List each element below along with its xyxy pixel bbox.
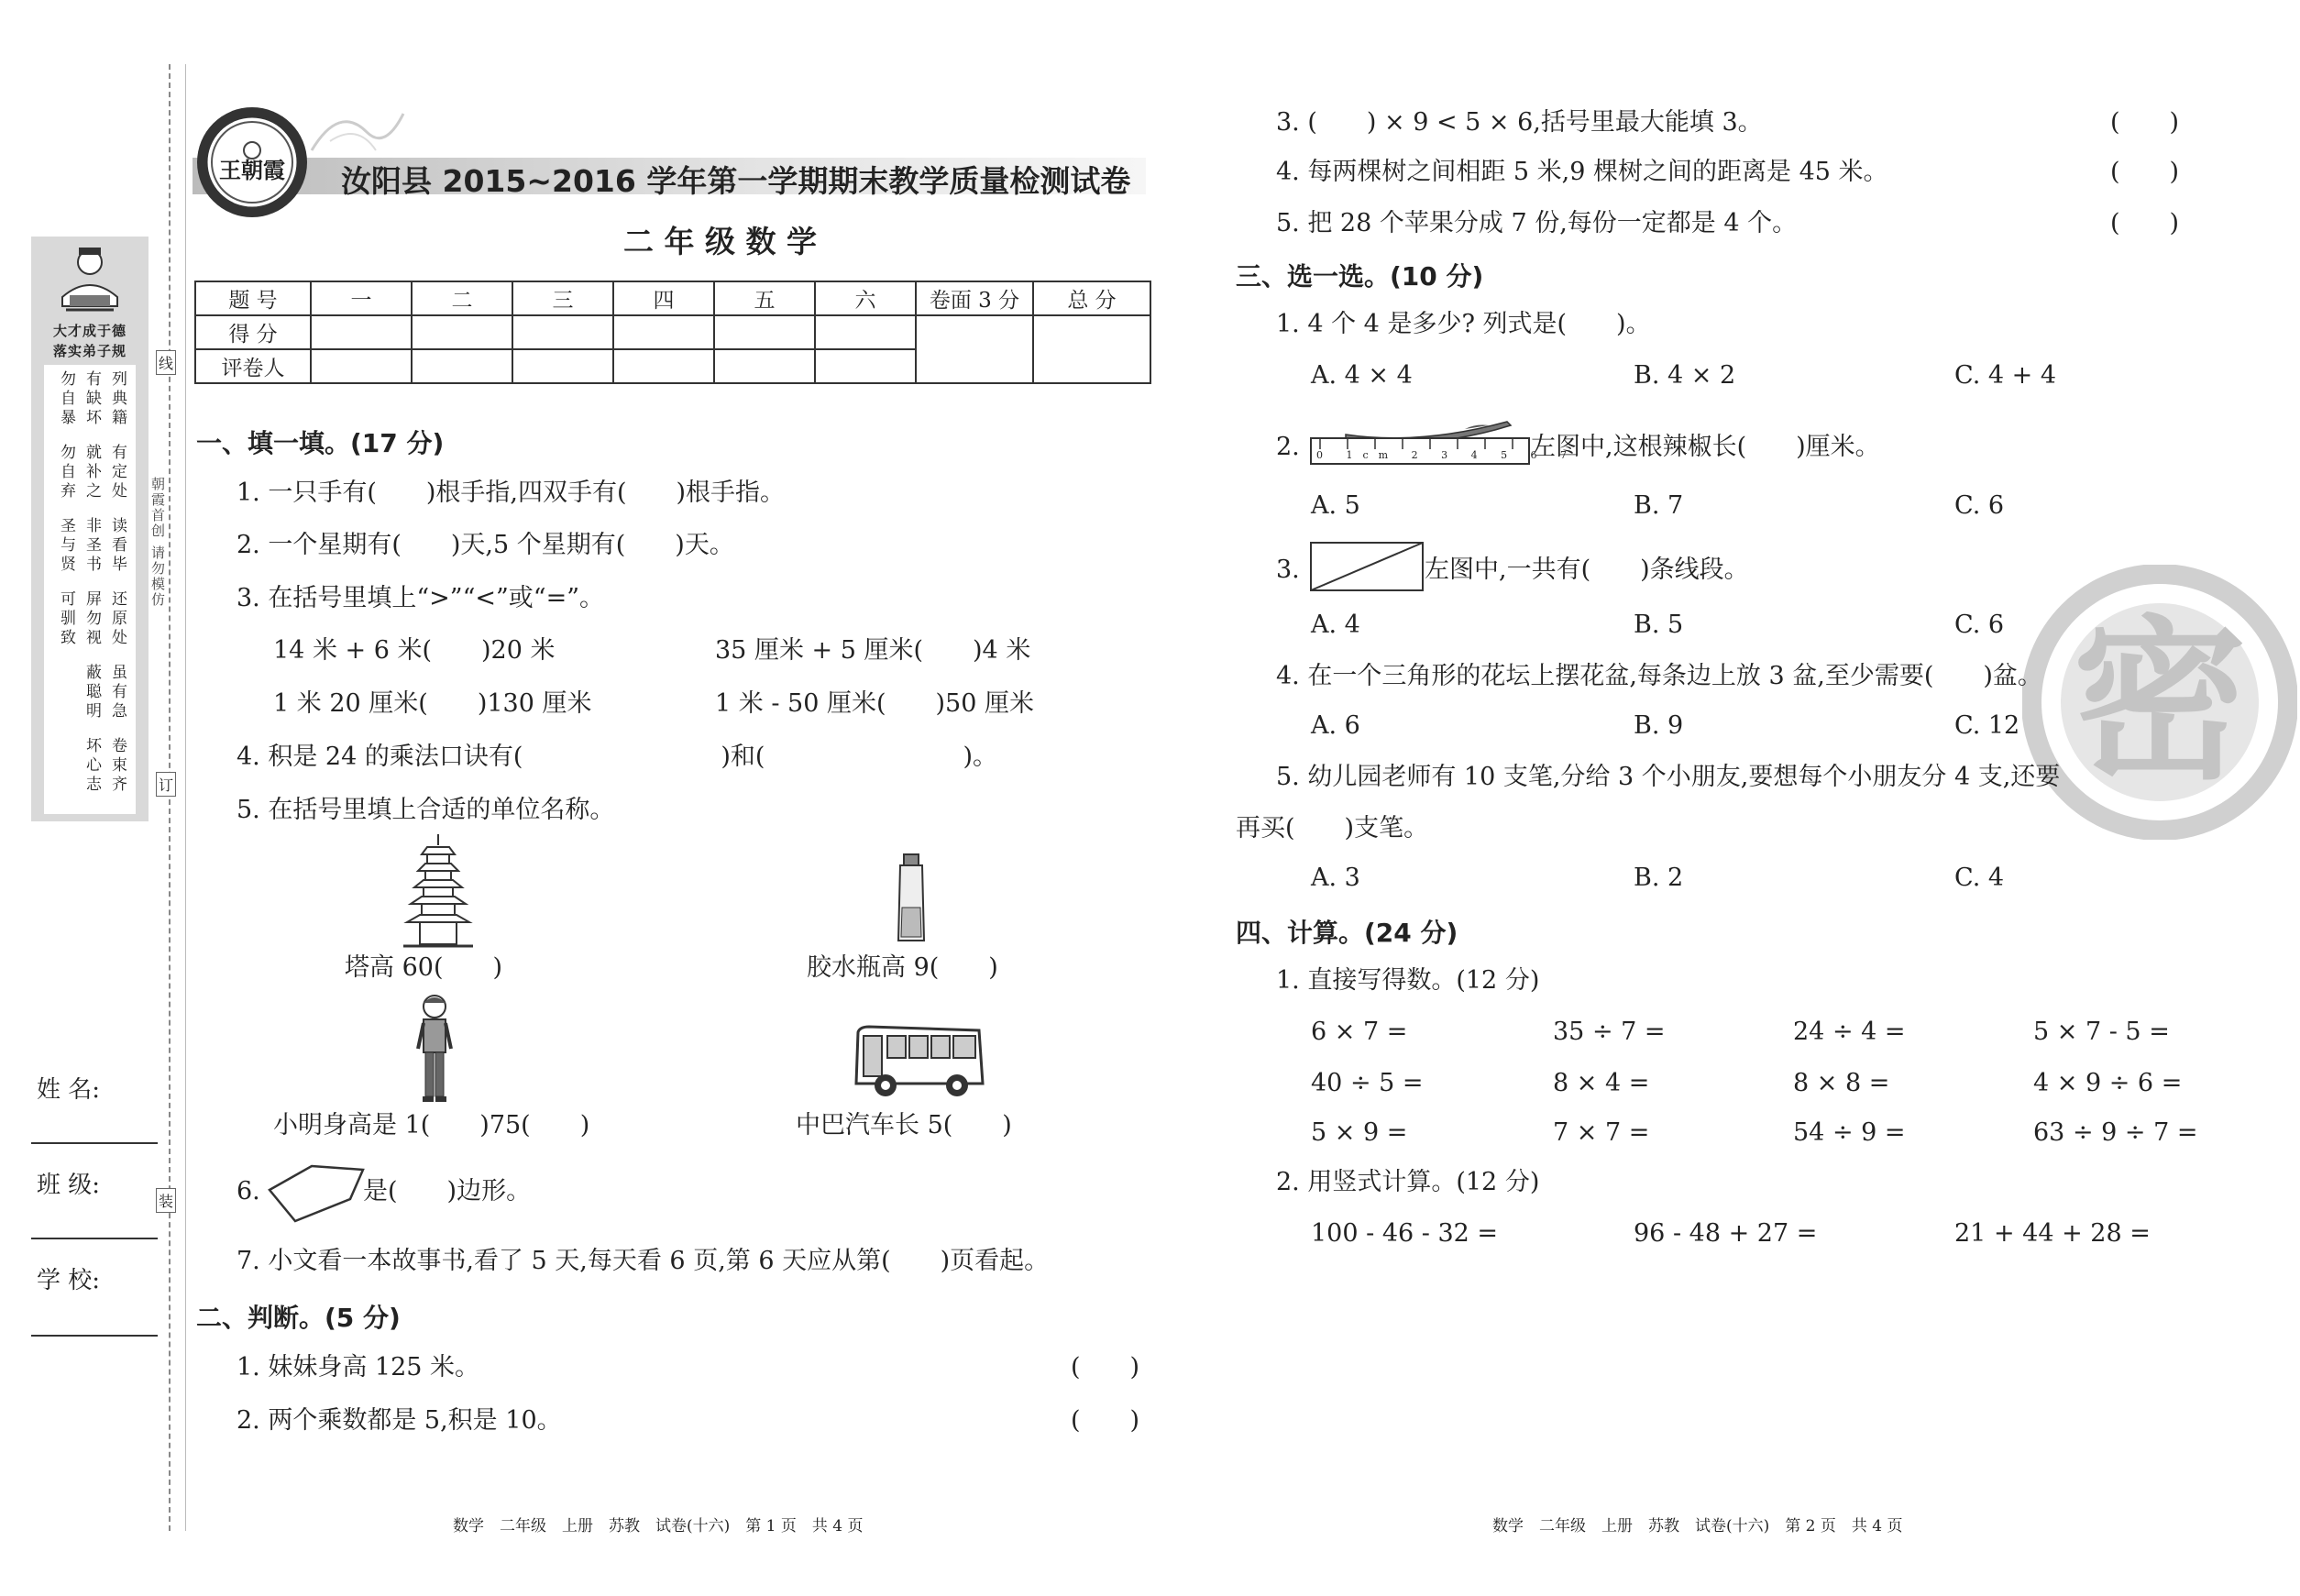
score-header-cell: 一 [311,281,412,315]
motto-col-2: 有缺坏 [83,370,101,428]
judge-5: 5. 把 28 个苹果分成 7 份,每份一定都是 4 个。 [1276,209,1798,237]
calc-item: 5 × 9 = [1311,1118,1408,1147]
score-header-cell: 五 [714,281,815,315]
motto-col-6: 勿自弃 [57,444,75,501]
glue-label: 胶水瓶高 9( ) [807,953,998,982]
choice-2-number: 2. [1276,433,1300,461]
motto-col-10: 还原处 [108,590,127,648]
footer-right: 数学 二年级 上册 苏教 试卷(十六) 第 2 页 共 4 页 [1492,1517,1903,1535]
exam-subtitle: 二 年 级 数 学 [623,224,817,259]
calc-item: 8 × 4 = [1553,1069,1650,1097]
judge-4: 4. 每两棵树之间相距 5 米,9 棵树之间的距离是 45 米。 [1276,158,1888,186]
motto-col-14: 蔽聪明 [83,664,101,721]
calc-item: 63 ÷ 9 ÷ 7 = [2033,1118,2198,1147]
calc-item: 5 × 7 - 5 = [2033,1018,2170,1046]
score-cell[interactable] [613,349,714,383]
score-row-label: 评卷人 [195,349,311,383]
score-cell[interactable] [815,315,916,349]
bus-label: 中巴汽车长 5( ) [796,1111,1012,1139]
motto-col-8: 非圣书 [83,517,101,575]
score-header-cell: 二 [412,281,512,315]
motto-col-3: 勿自暴 [57,370,75,428]
motto-col-4: 有定处 [108,444,127,501]
cut-mark-zhuang: 装 [156,1188,176,1213]
name-label: 姓 名: [37,1076,101,1104]
choice-1-option-c[interactable]: C. 4 + 4 [1954,361,2057,390]
motto-col-7: 读看毕 [108,517,127,575]
compare-4: 1 米 - 50 厘米( )50 厘米 [715,689,1034,718]
judge-3-answer[interactable]: ( ) [2110,108,2180,137]
calc-item: 7 × 7 = [1553,1118,1650,1147]
choice-3-option-a[interactable]: A. 4 [1311,611,1360,639]
score-cell[interactable] [311,349,412,383]
q1-6-text: 是( )边形。 [363,1177,532,1205]
footer-left: 数学 二年级 上册 苏教 试卷(十六) 第 1 页 共 4 页 [453,1517,864,1535]
judge-2-answer[interactable]: ( ) [1071,1406,1140,1435]
choice-4-option-c[interactable]: C. 12 [1954,711,2020,740]
calc-item: 4 × 9 ÷ 6 = [2033,1069,2183,1097]
motto-line-1: 大才成于德 [52,323,127,339]
section-2-heading: 二、判断。(5 分) [196,1303,401,1333]
choice-5-option-a[interactable]: A. 3 [1311,864,1360,892]
score-table [194,281,1151,384]
judge-2: 2. 两个乘数都是 5,积是 10。 [237,1406,562,1435]
choice-3-text: 左图中,一共有( )条线段。 [1425,556,1749,584]
choice-3-number: 3. [1276,556,1300,584]
q1-3: 3. 在括号里填上“>”“<”或“=”。 [237,584,605,612]
q1-1: 1. 一只手有( )根手指,四双手有( )根手指。 [237,479,786,507]
score-cell[interactable] [916,315,1033,383]
score-cell[interactable] [714,349,815,383]
score-cell[interactable] [412,315,512,349]
calc-item: 40 ÷ 5 = [1311,1069,1424,1097]
motto-col-15: 卷束齐 [108,737,127,795]
choice-3-option-b[interactable]: B. 5 [1634,611,1684,639]
calc-item: 35 ÷ 7 = [1553,1018,1666,1046]
choice-2-text: 左图中,这根辣椒长( )厘米。 [1531,433,1880,461]
judge-5-answer[interactable]: ( ) [2110,209,2180,237]
score-cell[interactable] [613,315,714,349]
ruler-label: 0 1cm 2 3 4 5 6 7 [1316,449,1578,461]
motto-col-11: 屏勿视 [83,590,101,648]
cut-line [169,64,171,1531]
motto-col-13: 虽有急 [108,664,127,721]
calc-2-title: 2. 用竖式计算。(12 分) [1276,1168,1540,1196]
compare-3: 1 米 20 厘米( )130 厘米 [273,689,592,718]
judge-1-answer[interactable]: ( ) [1071,1353,1140,1381]
calc-vertical-item: 100 - 46 - 32 = [1311,1219,1499,1248]
scholar-icon [51,242,128,317]
glue-bottle-image [891,853,931,944]
calc-item: 6 × 7 = [1311,1018,1408,1046]
sidebar-motto-box [31,237,149,821]
choice-2-option-c[interactable]: C. 6 [1954,491,2005,520]
motto-col-16: 坏心志 [83,737,101,795]
score-row-label: 得 分 [195,315,311,349]
choice-4-option-b[interactable]: B. 9 [1634,711,1684,740]
q1-2: 2. 一个星期有( )天,5 个星期有( )天。 [237,531,734,559]
choice-1-option-b[interactable]: B. 4 × 2 [1634,361,1736,390]
name-field[interactable] [31,1142,158,1144]
vertical-note: 朝霞首创 请勿模仿 [149,477,166,608]
judge-3: 3. ( ) × 9 < 5 × 6,括号里最大能填 3。 [1276,108,1763,137]
motto-col-9: 圣与贤 [57,517,75,575]
school-field[interactable] [31,1335,158,1337]
choice-5-line-2: 再买( )支笔。 [1236,814,1429,842]
section-3-heading: 三、选一选。(10 分) [1236,261,1484,292]
score-header-cell: 四 [613,281,714,315]
motto-col-12: 可驯致 [57,590,75,648]
motto-col-1: 列典籍 [108,370,127,428]
choice-5-option-b[interactable]: B. 2 [1634,864,1684,892]
boy-label: 小明身高是 1( )75( ) [273,1111,590,1139]
choice-4-option-a[interactable]: A. 6 [1311,711,1360,740]
score-cell[interactable] [1033,315,1150,383]
choice-5-line-1: 5. 幼儿园老师有 10 支笔,分给 3 个小朋友,要想每个小朋友分 4 支,还要 [1276,763,2061,791]
calc-item: 8 × 8 = [1793,1069,1890,1097]
cut-line-2 [185,64,186,1531]
motto-col-5: 就补之 [83,444,101,501]
score-header-cell: 总 分 [1033,281,1150,315]
pentagon-shape [266,1162,367,1225]
section-1-heading: 一、填一填。(17 分) [196,428,445,458]
calc-item: 54 ÷ 9 = [1793,1118,1906,1147]
score-cell[interactable] [512,315,613,349]
exam-title: 汝阳县 2015~2016 学年第一学期期末教学质量检测试卷 [341,163,1131,199]
score-cell[interactable] [412,349,512,383]
boy-image [414,992,455,1104]
q1-7: 7. 小文看一本故事书,看了 5 天,每天看 6 页,第 6 天应从第( )页看起。 [237,1247,1050,1275]
q1-4: 4. 积是 24 的乘法口诀有( )和( )。 [237,743,997,771]
score-header-cell: 卷面 3 分 [916,281,1033,315]
compare-1: 14 米 + 6 米( )20 米 [273,636,556,665]
tower-label: 塔高 60( ) [345,953,503,982]
stamp-character: 密 [2072,600,2247,803]
calc-1-title: 1. 直接写得数。(12 分) [1276,966,1540,995]
q1-5: 5. 在括号里填上合适的单位名称。 [237,796,615,824]
calc-vertical-item: 96 - 48 + 27 = [1634,1219,1818,1248]
score-cell[interactable] [512,349,613,383]
score-cell[interactable] [311,315,412,349]
school-label: 学 校: [37,1267,101,1294]
motto-line-2: 落实弟子规 [52,343,127,359]
calc-item: 24 ÷ 4 = [1793,1018,1906,1046]
score-header-cell: 题 号 [195,281,311,315]
choice-1: 1. 4 个 4 是多少? 列式是( )。 [1276,310,1651,338]
calc-vertical-item: 21 + 44 + 28 = [1954,1219,2151,1248]
choice-4: 4. 在一个三角形的花坛上摆花盆,每条边上放 3 盆,至少需要( )盆。 [1276,662,2042,690]
score-cell[interactable] [815,349,916,383]
bus-image [851,1023,986,1100]
q1-6-number: 6. [237,1177,260,1205]
pagoda-image [403,832,473,948]
judge-1: 1. 妹妹身高 125 米。 [237,1353,480,1381]
class-field[interactable] [31,1238,158,1239]
choice-5-option-c[interactable]: C. 4 [1954,864,2005,892]
choice-3-option-c[interactable]: C. 6 [1954,611,2005,639]
logo-text: 王朝霞 [219,157,285,183]
compare-2: 35 厘米 + 5 厘米( )4 米 [715,636,1031,665]
choice-2-option-b[interactable]: B. 7 [1634,491,1684,520]
cut-mark-ding: 订 [156,772,176,797]
choice-2-option-a[interactable]: A. 5 [1311,491,1360,520]
score-header-cell: 六 [815,281,916,315]
section-4-heading: 四、计算。(24 分) [1236,918,1458,948]
choice-1-option-a[interactable]: A. 4 × 4 [1311,361,1413,390]
cut-mark-xian: 线 [156,350,176,375]
class-label: 班 级: [37,1172,101,1199]
score-header-cell: 三 [512,281,613,315]
score-cell[interactable] [714,315,815,349]
rectangle-diagonal-image [1309,541,1425,592]
judge-4-answer[interactable]: ( ) [2110,158,2180,186]
